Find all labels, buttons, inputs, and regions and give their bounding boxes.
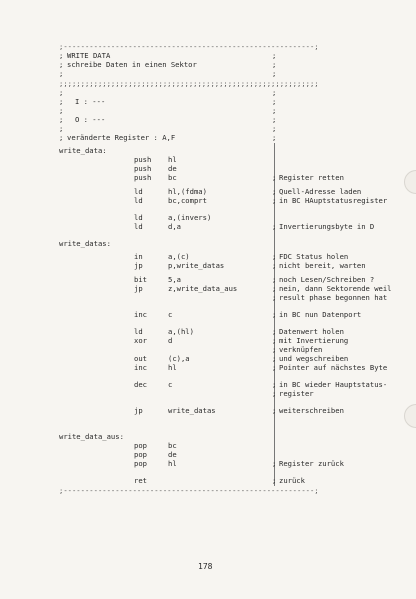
code-comment: mit Invertierung: [279, 336, 349, 345]
code-line: bit 5,a ; noch Lesen/Schreiben ?: [134, 275, 375, 284]
mnemonic: ld: [134, 196, 143, 205]
code-comment: Register retten: [279, 173, 344, 182]
code-comment: FDC Status holen: [279, 252, 349, 261]
operand: c: [168, 310, 173, 319]
operand: a,(hl): [168, 327, 194, 336]
mnemonic: bit: [134, 275, 147, 284]
code-comment: in BC nun Datenport: [279, 310, 362, 319]
mnemonic: inc: [134, 363, 147, 372]
code-line: ; result phase begonnen hat: [272, 293, 388, 302]
mnemonic: out: [134, 354, 147, 363]
operand: p,write_datas: [168, 261, 225, 270]
mnemonic: push: [134, 164, 152, 173]
header-empty-line: ; ;: [59, 106, 277, 115]
header-input-line: ; I : --- ;: [59, 97, 277, 106]
mnemonic: jp: [134, 261, 143, 270]
mnemonic: in: [134, 252, 143, 261]
code-line: inc hl ; Pointer auf nächstes Byte: [134, 363, 388, 372]
header-output-line: ; O : --- ;: [59, 115, 277, 124]
operand: a,(invers): [168, 213, 212, 222]
code-comment: noch Lesen/Schreiben ?: [279, 275, 375, 284]
operand: hl: [168, 459, 177, 468]
page-number: 178: [198, 562, 213, 571]
mnemonic: jp: [134, 406, 143, 415]
header-subtitle: schreibe Daten in einen Sektor: [67, 60, 197, 69]
mnemonic: jp: [134, 284, 143, 293]
code-line: xor d ; mit Invertierung: [134, 336, 349, 345]
mnemonic: pop: [134, 450, 147, 459]
mnemonic: dec: [134, 380, 147, 389]
code-comment: Register zurück: [279, 459, 344, 468]
code-line: ld hl,(fdma) ; Quell-Adresse laden: [134, 187, 362, 196]
header-title-line: ; WRITE DATA ;: [59, 51, 277, 60]
code-comment: in BC wieder Hauptstatus-: [279, 380, 388, 389]
code-comment: zurück: [279, 476, 305, 485]
mnemonic: xor: [134, 336, 147, 345]
operand: hl: [168, 363, 177, 372]
header-registers-line: ; veränderte Register : A,F ;: [59, 133, 277, 142]
mnemonic: ld: [134, 222, 143, 231]
header-input: I : ---: [75, 97, 106, 106]
mnemonic: pop: [134, 441, 147, 450]
header-empty-line: ; ;: [59, 88, 277, 97]
code-comment: nicht bereit, warten: [279, 261, 366, 270]
mnemonic: push: [134, 173, 152, 182]
code-line: ld d,a ; Invertierungsbyte in D: [134, 222, 375, 231]
code-line: in a,(c) ; FDC Status holen: [134, 252, 349, 261]
code-line: ret ; zurück: [134, 476, 305, 485]
mnemonic: ld: [134, 187, 143, 196]
code-line: jp z,write_data_aus ; nein, dann Sektorende weil: [134, 284, 392, 293]
mnemonic: ret: [134, 476, 147, 485]
code-comment: weiterschreiben: [279, 406, 344, 415]
operand: (c),a: [168, 354, 190, 363]
mnemonic: ld: [134, 327, 143, 336]
code-line: ; register: [272, 389, 314, 398]
code-line: ; verknüpfen: [272, 345, 323, 354]
header-border-top: ;----------------------------------------------------------;: [59, 42, 319, 51]
operand: de: [168, 450, 177, 459]
code-label: write_data_aus:: [59, 432, 124, 441]
code-line: jp write_datas ; weiterschreiben: [134, 406, 344, 415]
operand: bc: [168, 173, 177, 182]
label-line: [0, 239, 416, 249]
header-separator: ;;;;;;;;;;;;;;;;;;;;;;;;;;;;;;;;;;;;;;;;;;;;;;;;;;;;;;;;;;;;: [59, 79, 319, 88]
header-empty-line: ; ;: [59, 69, 277, 78]
operand: d: [168, 336, 173, 345]
code-line: out (c),a ; und wegschreiben: [134, 354, 349, 363]
code-comment: nein, dann Sektorende weil: [279, 284, 392, 293]
code-line: push bc ; Register retten: [134, 173, 344, 182]
code-line: inc c ; in BC nun Datenport: [134, 310, 362, 319]
code-line: jp p,write_datas ; nicht bereit, warten: [134, 261, 366, 270]
code-comment: Datenwert holen: [279, 327, 344, 336]
code-line: ld bc,comprt ; in BC HAuptstatusregister: [134, 196, 388, 205]
header-title: WRITE DATA: [67, 51, 111, 60]
header-empty-line: ; ;: [59, 124, 277, 133]
operand: bc,comprt: [168, 196, 207, 205]
operand: hl: [168, 155, 177, 164]
code-line: pop hl ; Register zurück: [134, 459, 344, 468]
code-label: write_data:: [59, 146, 107, 155]
header-registers: veränderte Register : A,F: [67, 133, 176, 142]
operand: bc: [168, 441, 177, 450]
code-comment: Quell-Adresse laden: [279, 187, 362, 196]
code-comment: register: [279, 389, 314, 398]
code-comment: in BC HAuptstatusregister: [279, 196, 388, 205]
footer-border-bottom: ;----------------------------------------------------------;: [59, 486, 319, 495]
operand: 5,a: [168, 275, 181, 284]
code-comment: Invertierungsbyte in D: [279, 222, 375, 231]
mnemonic: inc: [134, 310, 147, 319]
code-comment: result phase begonnen hat: [279, 293, 388, 302]
mnemonic: push: [134, 155, 152, 164]
mnemonic: pop: [134, 459, 147, 468]
header-output: O : ---: [75, 115, 106, 124]
code-comment: verknüpfen: [279, 345, 323, 354]
operand: de: [168, 164, 177, 173]
operand: z,write_data_aus: [168, 284, 238, 293]
operand: write_datas: [168, 406, 216, 415]
code-label: write_datas:: [59, 239, 111, 248]
header-subtitle-line: ; schreibe Daten in einen Sektor ;: [59, 60, 277, 69]
operand: a,(c): [168, 252, 190, 261]
code-comment: und wegschreiben: [279, 354, 349, 363]
operand: c: [168, 380, 173, 389]
mnemonic: ld: [134, 213, 143, 222]
code-comment: Pointer auf nächstes Byte: [279, 363, 388, 372]
code-line: ld a,(hl) ; Datenwert holen: [134, 327, 344, 336]
operand: hl,(fdma): [168, 187, 207, 196]
code-line: dec c ; in BC wieder Hauptstatus-: [134, 380, 388, 389]
operand: d,a: [168, 222, 181, 231]
